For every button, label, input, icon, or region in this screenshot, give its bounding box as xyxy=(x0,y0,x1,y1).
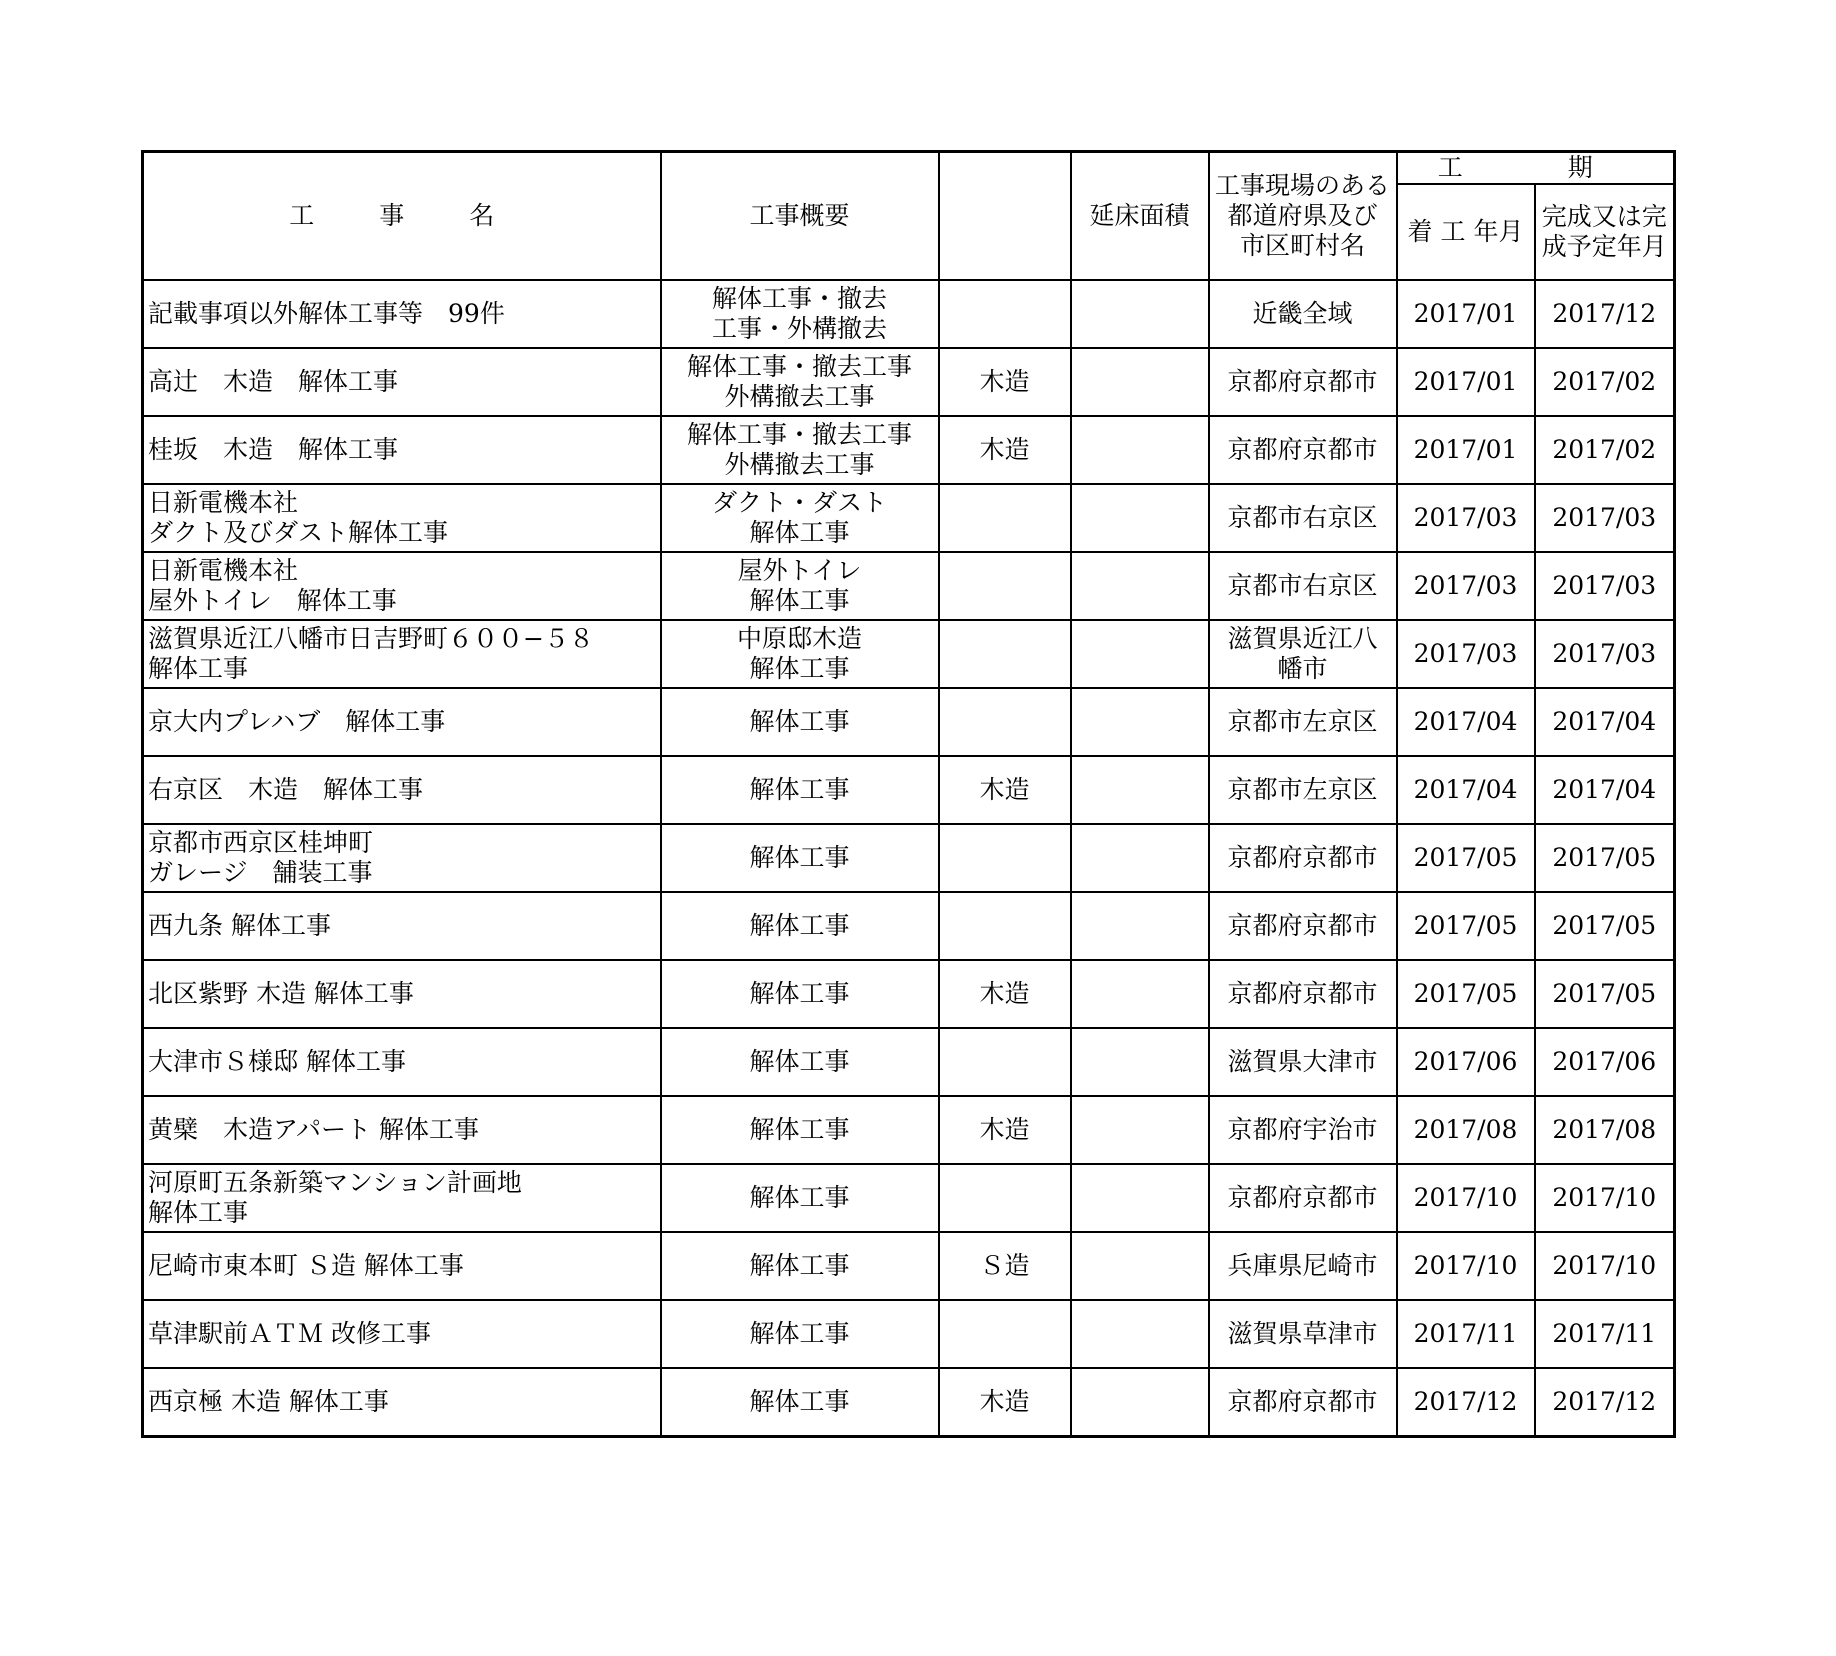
table-row xyxy=(143,1028,1675,1096)
table-header xyxy=(143,152,1675,281)
cell-structure xyxy=(939,824,1071,892)
cell-structure xyxy=(939,280,1071,348)
cell-floor-area xyxy=(1071,1368,1209,1436)
cell-summary: 解体工事・撤去工事 外構撤去工事 xyxy=(661,416,939,484)
cell-location: 京都市右京区 xyxy=(1209,484,1397,552)
cell-structure: 木造 xyxy=(939,416,1071,484)
cell-start: 2017/03 xyxy=(1397,620,1535,688)
cell-name: 西九条 解体工事 xyxy=(143,892,661,960)
cell-floor-area xyxy=(1071,1232,1209,1300)
cell-end: 2017/05 xyxy=(1535,892,1675,960)
cell-summary: 中原邸木造 解体工事 xyxy=(661,620,939,688)
cell-structure: 木造 xyxy=(939,1096,1071,1164)
cell-summary: 解体工事 xyxy=(661,1164,939,1232)
header-structure xyxy=(939,152,1071,281)
cell-structure: 木造 xyxy=(939,1368,1071,1436)
table-row xyxy=(143,552,1675,620)
header-end: 完成又は完成予定年月 xyxy=(1535,184,1675,280)
cell-start: 2017/05 xyxy=(1397,824,1535,892)
cell-start: 2017/01 xyxy=(1397,348,1535,416)
cell-structure: 木造 xyxy=(939,348,1071,416)
cell-end: 2017/10 xyxy=(1535,1164,1675,1232)
cell-end: 2017/04 xyxy=(1535,756,1675,824)
cell-start: 2017/04 xyxy=(1397,756,1535,824)
cell-start: 2017/10 xyxy=(1397,1232,1535,1300)
cell-location: 京都府宇治市 xyxy=(1209,1096,1397,1164)
cell-name: 高辻 木造 解体工事 xyxy=(143,348,661,416)
cell-end: 2017/02 xyxy=(1535,348,1675,416)
cell-location: 京都府京都市 xyxy=(1209,1164,1397,1232)
header-location: 工事現場のある都道府県及び 市区町村名 xyxy=(1209,152,1397,281)
cell-start: 2017/03 xyxy=(1397,484,1535,552)
cell-structure xyxy=(939,688,1071,756)
cell-structure xyxy=(939,484,1071,552)
cell-summary: 解体工事・撤去 工事・外構撤去 xyxy=(661,280,939,348)
cell-end: 2017/04 xyxy=(1535,688,1675,756)
table-row xyxy=(143,688,1675,756)
cell-structure xyxy=(939,892,1071,960)
cell-floor-area xyxy=(1071,620,1209,688)
cell-summary: 解体工事 xyxy=(661,960,939,1028)
cell-structure: Ｓ造 xyxy=(939,1232,1071,1300)
cell-start: 2017/08 xyxy=(1397,1096,1535,1164)
construction-record-sheet xyxy=(141,150,1673,1438)
table-row xyxy=(143,1368,1675,1436)
cell-floor-area xyxy=(1071,756,1209,824)
table-row xyxy=(143,484,1675,552)
cell-structure xyxy=(939,620,1071,688)
table-row xyxy=(143,756,1675,824)
table-row xyxy=(143,348,1675,416)
cell-start: 2017/10 xyxy=(1397,1164,1535,1232)
cell-name: 尼崎市東本町 Ｓ造 解体工事 xyxy=(143,1232,661,1300)
cell-end: 2017/05 xyxy=(1535,824,1675,892)
cell-floor-area xyxy=(1071,552,1209,620)
cell-end: 2017/03 xyxy=(1535,552,1675,620)
cell-name: 京大内プレハブ 解体工事 xyxy=(143,688,661,756)
cell-location: 京都府京都市 xyxy=(1209,1368,1397,1436)
cell-start: 2017/11 xyxy=(1397,1300,1535,1368)
cell-name: 河原町五条新築マンション計画地 解体工事 xyxy=(143,1164,661,1232)
cell-end: 2017/03 xyxy=(1535,620,1675,688)
cell-end: 2017/02 xyxy=(1535,416,1675,484)
header-summary: 工事概要 xyxy=(661,152,939,281)
table-row xyxy=(143,892,1675,960)
cell-location: 滋賀県大津市 xyxy=(1209,1028,1397,1096)
cell-name: 右京区 木造 解体工事 xyxy=(143,756,661,824)
cell-floor-area xyxy=(1071,348,1209,416)
cell-name: 草津駅前ＡＴＭ 改修工事 xyxy=(143,1300,661,1368)
cell-floor-area xyxy=(1071,1028,1209,1096)
cell-summary: 解体工事 xyxy=(661,1368,939,1436)
cell-name: 北区紫野 木造 解体工事 xyxy=(143,960,661,1028)
table-row xyxy=(143,824,1675,892)
cell-floor-area xyxy=(1071,892,1209,960)
table-row xyxy=(143,960,1675,1028)
cell-floor-area xyxy=(1071,688,1209,756)
cell-summary: 屋外トイレ 解体工事 xyxy=(661,552,939,620)
cell-structure xyxy=(939,1164,1071,1232)
cell-location: 滋賀県草津市 xyxy=(1209,1300,1397,1368)
cell-summary: 解体工事 xyxy=(661,1028,939,1096)
construction-works-table xyxy=(141,150,1676,1438)
cell-location: 兵庫県尼崎市 xyxy=(1209,1232,1397,1300)
cell-end: 2017/03 xyxy=(1535,484,1675,552)
cell-end: 2017/10 xyxy=(1535,1232,1675,1300)
cell-structure xyxy=(939,1028,1071,1096)
cell-start: 2017/12 xyxy=(1397,1368,1535,1436)
cell-location: 京都市左京区 xyxy=(1209,688,1397,756)
cell-summary: 解体工事 xyxy=(661,824,939,892)
cell-summary: 解体工事・撤去工事 外構撤去工事 xyxy=(661,348,939,416)
cell-summary: 解体工事 xyxy=(661,756,939,824)
table-row xyxy=(143,1164,1675,1232)
header-period: 工 期 xyxy=(1397,152,1675,185)
cell-name: 桂坂 木造 解体工事 xyxy=(143,416,661,484)
cell-end: 2017/12 xyxy=(1535,280,1675,348)
cell-location: 京都府京都市 xyxy=(1209,348,1397,416)
cell-location: 京都市右京区 xyxy=(1209,552,1397,620)
cell-summary: 解体工事 xyxy=(661,1300,939,1368)
cell-name: 西京極 木造 解体工事 xyxy=(143,1368,661,1436)
cell-floor-area xyxy=(1071,280,1209,348)
table-row xyxy=(143,416,1675,484)
cell-start: 2017/01 xyxy=(1397,280,1535,348)
cell-name: 記載事項以外解体工事等 99件 xyxy=(143,280,661,348)
cell-location: 京都府京都市 xyxy=(1209,824,1397,892)
cell-summary: 解体工事 xyxy=(661,688,939,756)
cell-structure: 木造 xyxy=(939,756,1071,824)
cell-summary: 解体工事 xyxy=(661,892,939,960)
cell-floor-area xyxy=(1071,416,1209,484)
cell-name: 日新電機本社 ダクト及びダスト解体工事 xyxy=(143,484,661,552)
cell-location: 京都市左京区 xyxy=(1209,756,1397,824)
cell-end: 2017/05 xyxy=(1535,960,1675,1028)
cell-floor-area xyxy=(1071,484,1209,552)
cell-floor-area xyxy=(1071,824,1209,892)
cell-summary: 解体工事 xyxy=(661,1096,939,1164)
cell-name: 大津市Ｓ様邸 解体工事 xyxy=(143,1028,661,1096)
cell-location: 滋賀県近江八 幡市 xyxy=(1209,620,1397,688)
cell-end: 2017/06 xyxy=(1535,1028,1675,1096)
header-start: 着 工 年月 xyxy=(1397,184,1535,280)
cell-start: 2017/05 xyxy=(1397,892,1535,960)
header-name: 工 事 名 xyxy=(143,152,661,281)
cell-structure xyxy=(939,552,1071,620)
cell-location: 京都府京都市 xyxy=(1209,960,1397,1028)
cell-structure: 木造 xyxy=(939,960,1071,1028)
cell-summary: 解体工事 xyxy=(661,1232,939,1300)
table-row xyxy=(143,1232,1675,1300)
cell-start: 2017/01 xyxy=(1397,416,1535,484)
cell-floor-area xyxy=(1071,1096,1209,1164)
cell-start: 2017/03 xyxy=(1397,552,1535,620)
cell-start: 2017/06 xyxy=(1397,1028,1535,1096)
cell-summary: ダクト・ダスト 解体工事 xyxy=(661,484,939,552)
cell-location: 京都府京都市 xyxy=(1209,416,1397,484)
cell-name: 日新電機本社 屋外トイレ 解体工事 xyxy=(143,552,661,620)
cell-start: 2017/04 xyxy=(1397,688,1535,756)
cell-floor-area xyxy=(1071,1300,1209,1368)
cell-start: 2017/05 xyxy=(1397,960,1535,1028)
table-body xyxy=(143,280,1675,1436)
table-row xyxy=(143,620,1675,688)
cell-location: 京都府京都市 xyxy=(1209,892,1397,960)
cell-name: 黄檗 木造アパート 解体工事 xyxy=(143,1096,661,1164)
cell-end: 2017/11 xyxy=(1535,1300,1675,1368)
table-row xyxy=(143,280,1675,348)
cell-floor-area xyxy=(1071,960,1209,1028)
cell-floor-area xyxy=(1071,1164,1209,1232)
cell-end: 2017/08 xyxy=(1535,1096,1675,1164)
cell-name: 滋賀県近江八幡市日吉野町６００−５８ 解体工事 xyxy=(143,620,661,688)
header-floor-area: 延床面積 xyxy=(1071,152,1209,281)
cell-structure xyxy=(939,1300,1071,1368)
table-row xyxy=(143,1300,1675,1368)
cell-end: 2017/12 xyxy=(1535,1368,1675,1436)
table-row xyxy=(143,1096,1675,1164)
cell-location: 近畿全域 xyxy=(1209,280,1397,348)
cell-name: 京都市西京区桂坤町 ガレージ 舗装工事 xyxy=(143,824,661,892)
